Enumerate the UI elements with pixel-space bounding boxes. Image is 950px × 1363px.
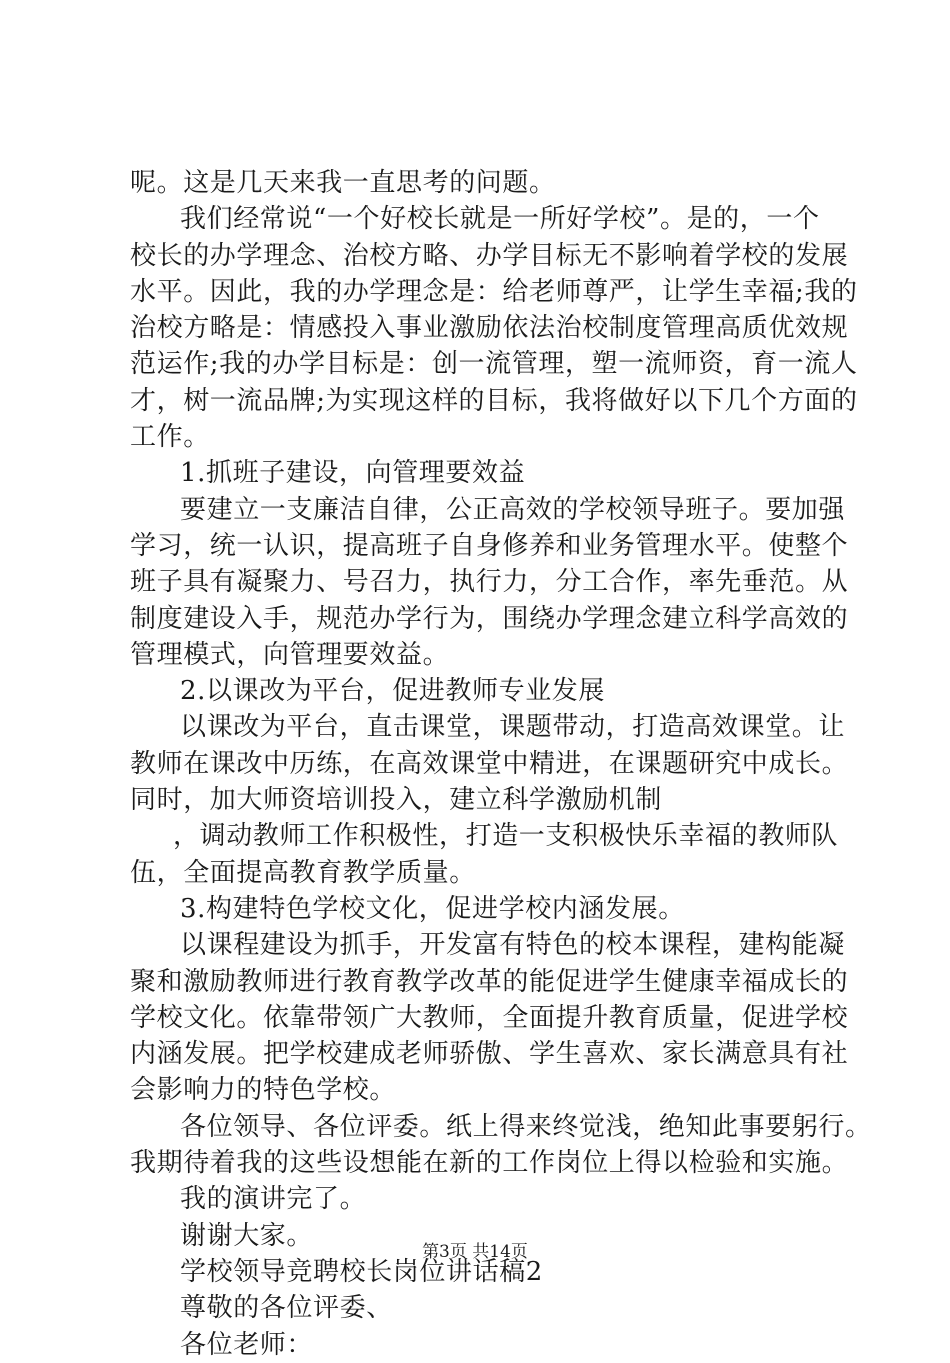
text-line: 管理模式，向管理要效益。 [130,639,450,670]
text-line: 聚和激励教师进行教育教学改革的能促进学生健康幸福成长的 [130,966,849,997]
section-heading: 1.抓班子建设，向管理要效益 [180,458,526,489]
paragraph-start: 以课程建设为抓手，开发富有特色的校本课程，建构能凝 [180,930,846,961]
paragraph-start: 以课改为平台，直击课堂，课题带动，打造高效课堂。让 [180,712,846,743]
text-line: 范运作;我的办学目标是：创一流管理，塑一流师资，育一流人 [130,349,858,380]
document-body [130,165,872,1363]
text-line: 伍，全面提高教育教学质量。 [130,857,476,888]
salutation-line: 尊敬的各位评委、 [180,1293,393,1324]
text-line: 才，树一流品牌;为实现这样的目标，我将做好以下几个方面的 [130,385,858,416]
text-line: 会影响力的特色学校。 [130,1075,397,1106]
text-line: 工作。 [130,422,210,453]
text-line: 内涵发展。把学校建成老师骄傲、学生喜欢、家长满意具有社 [130,1039,849,1070]
paragraph-start: 我的演讲完了。 [180,1184,367,1215]
text-line: 学习，统一认识，提高班子自身修养和业务管理水平。使整个 [130,530,849,561]
text-line: 呢。这是几天来我一直思考的问题。 [130,168,556,198]
text-line: 我期待着我的这些设想能在新的工作岗位上得以检验和实施。 [130,1148,849,1179]
paragraph-start: 我们经常说“一个好校长就是一所好学校”。是的，一个 [180,204,820,235]
section-heading: 3.构建特色学校文化，促进学校内涵发展。 [180,893,685,924]
text-line: 班子具有凝聚力、号召力，执行力，分工合作，率先垂范。从 [130,567,849,598]
text-line: 学校文化。依靠带领广大教师，全面提升教育质量，促进学校 [130,1002,849,1033]
salutation-line: 各位老师： [180,1329,314,1360]
document-subtitle: 学校领导竞聘校长岗位讲话稿2 [180,1256,543,1287]
text-line: 制度建设入手，规范办学行为，围绕办学理念建立科学高效的 [130,603,849,634]
text-line: 治校方略是：情感投入事业激励依法治校制度管理高质优效规 [130,313,849,344]
text-line: ，调动教师工作积极性，打造一支积极快乐幸福的教师队 [173,821,839,852]
text-line: 同时，加大师资培训投入，建立科学激励机制 [130,785,663,816]
paragraph-start: 要建立一支廉洁自律，公正高效的学校领导班子。要加强 [180,494,846,525]
page-number-footer: 第3页 共14页 [422,1242,528,1262]
paragraph-start: 谢谢大家。 [180,1220,314,1251]
text-line: 校长的办学理念、治校方略、办学目标无不影响着学校的发展 [130,240,849,271]
text-line: 教师在课改中历练，在高效课堂中精进，在课题研究中成长。 [130,748,849,779]
text-line: 水平。因此，我的办学理念是：给老师尊严，让学生幸福;我的 [130,276,858,307]
paragraph-start: 各位领导、各位评委。纸上得来终觉浅，绝知此事要躬行。 [180,1111,872,1142]
section-heading: 2.以课改为平台，促进教师专业发展 [180,676,606,707]
